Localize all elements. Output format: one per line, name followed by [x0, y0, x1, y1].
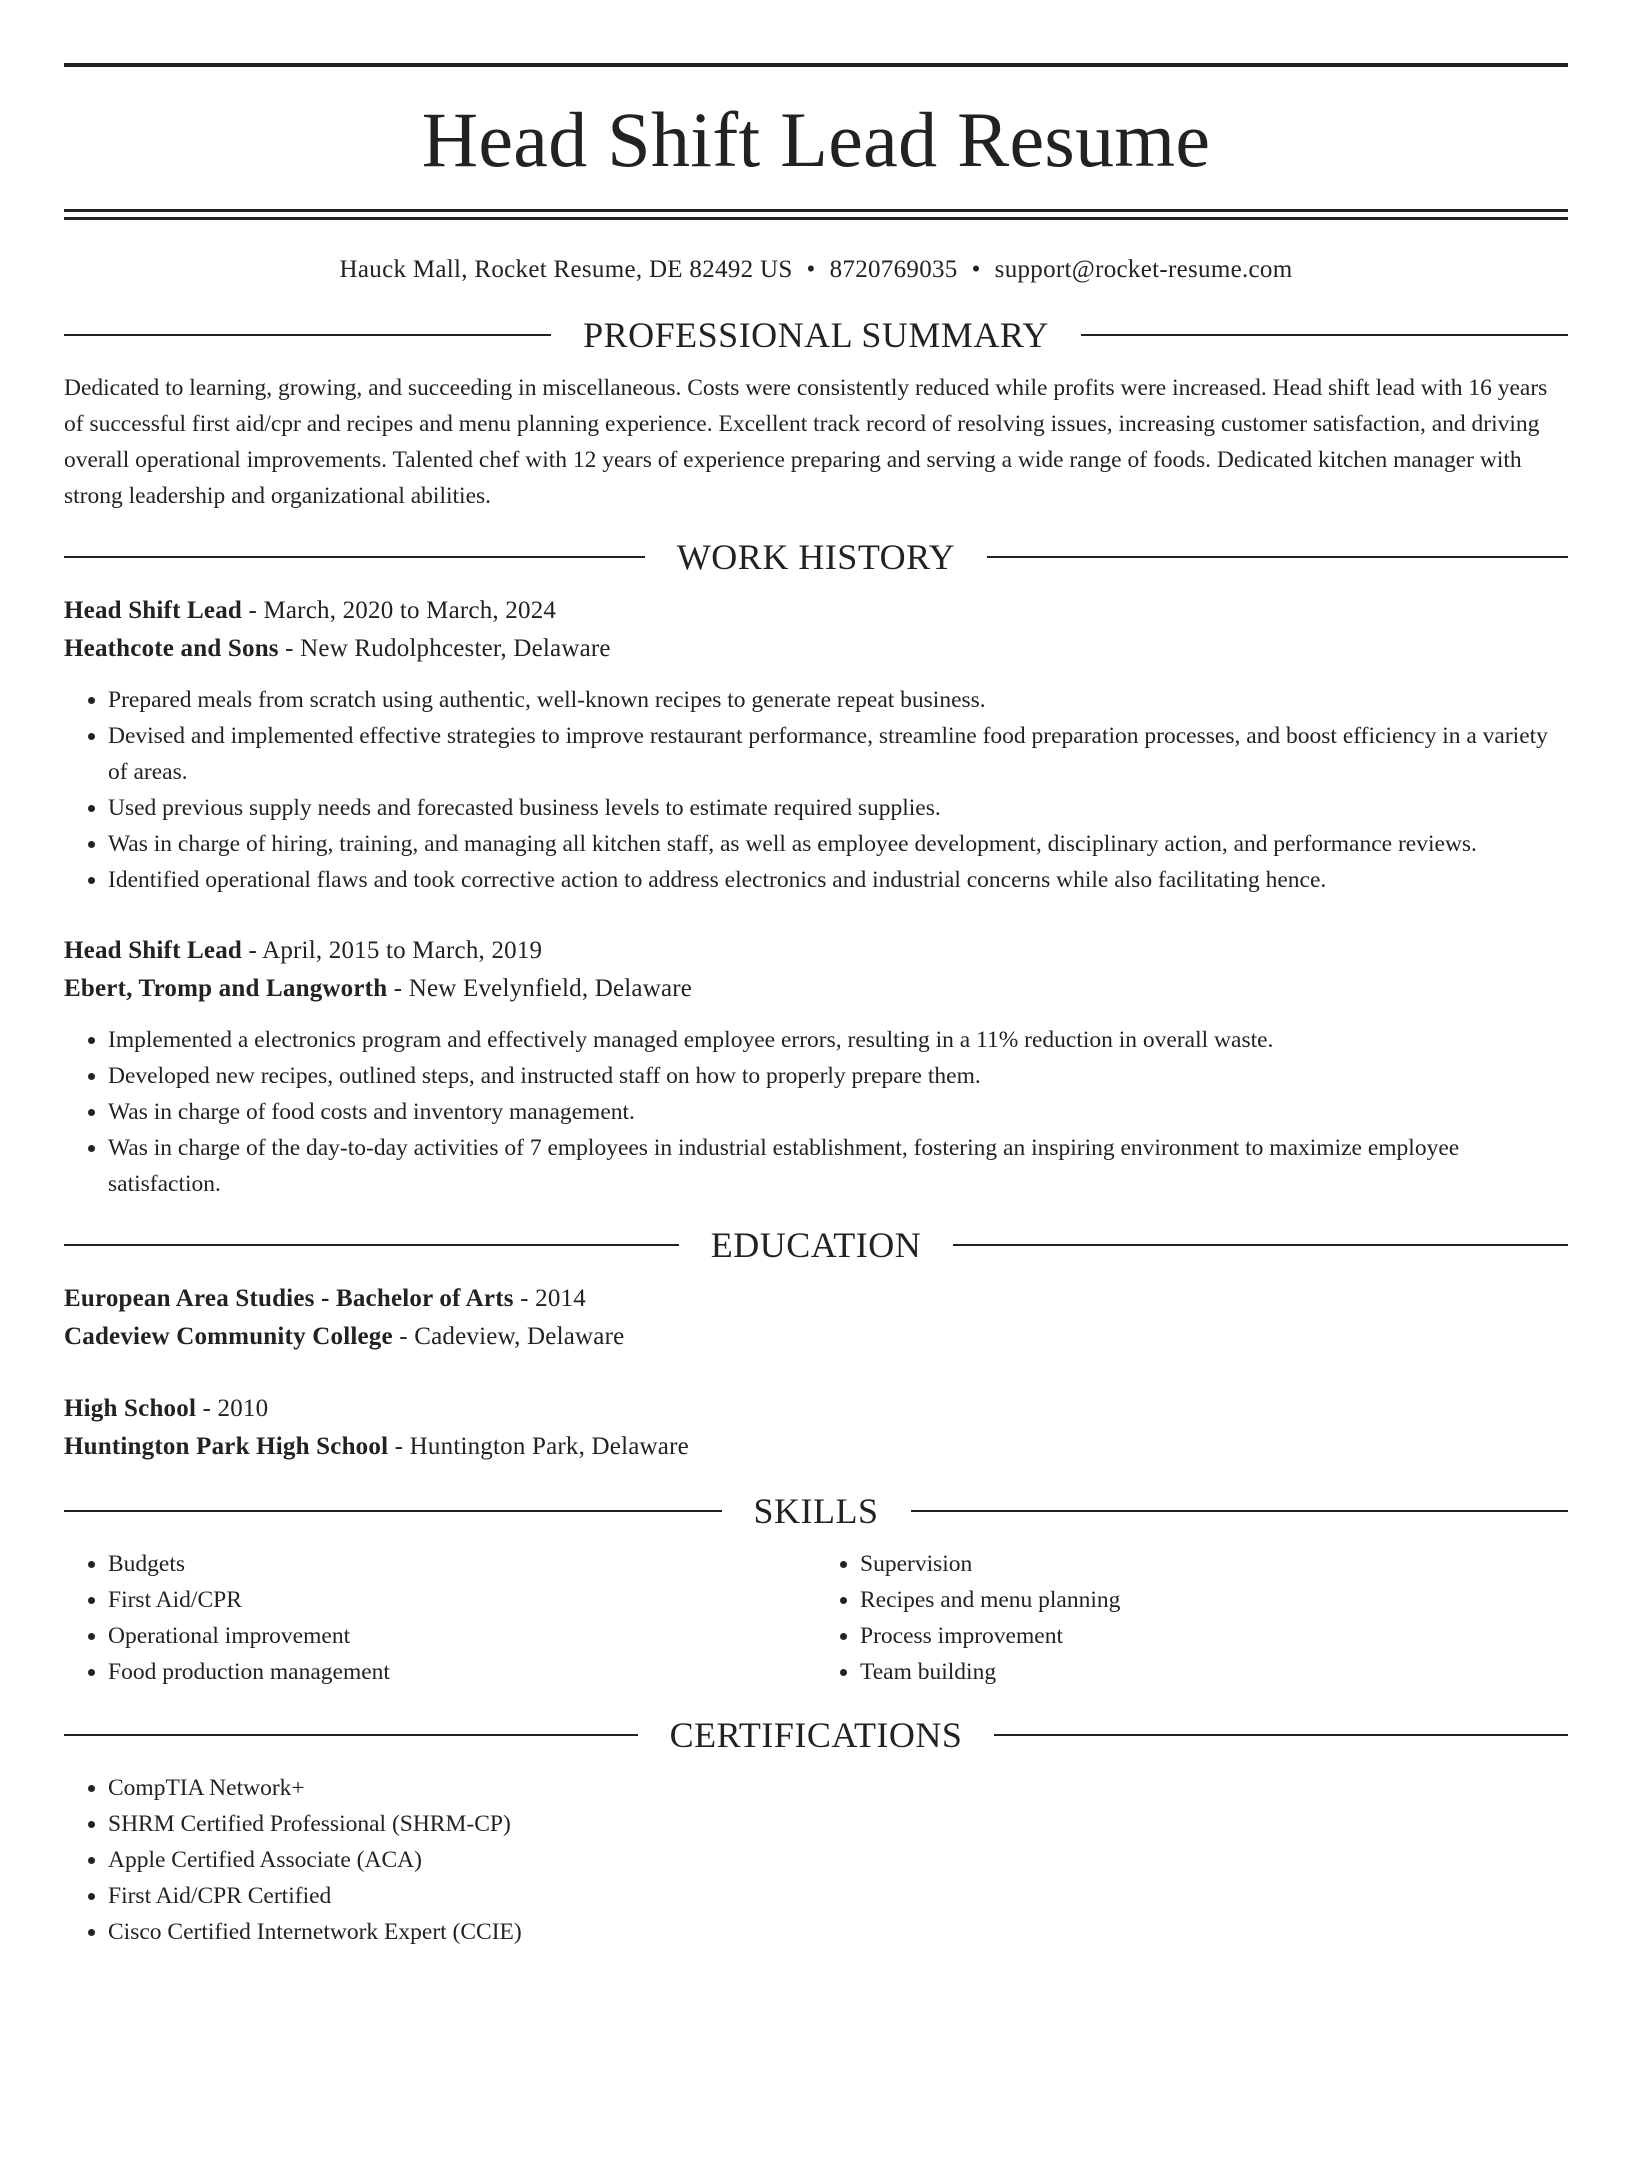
job-company-line	[64, 630, 1568, 668]
heading-rule	[64, 334, 551, 336]
school-location: - Cadeview, Delaware	[392, 1323, 625, 1350]
job-title-line	[64, 592, 1568, 630]
certifications-block	[64, 1770, 1568, 1950]
job-location: - New Evelynfield, Delaware	[387, 975, 693, 1002]
section-heading-education	[64, 1224, 1568, 1266]
job-title-line	[64, 932, 1568, 970]
list-item: • Was in charge of the day-to-day activities of 7 employees in industrial establishment, fostering an inspiring environment to maximize employee satisfaction.	[108, 1130, 1568, 1202]
job-title: Head Shift Lead	[64, 937, 243, 964]
education-entry	[64, 1280, 1568, 1356]
job-company-line	[64, 970, 1568, 1008]
section-title: CERTIFICATIONS	[669, 1715, 963, 1755]
job-bullets	[64, 682, 1568, 898]
resume-page	[0, 63, 1632, 2175]
skills-list-right	[816, 1546, 1568, 1690]
section-heading-summary	[64, 314, 1568, 356]
job-location: - New Rudolphcester, Delaware	[278, 635, 611, 662]
list-item: • SHRM Certified Professional (SHRM-CP)	[108, 1806, 1568, 1842]
degree-line	[64, 1280, 1568, 1318]
list-item: • Apple Certified Associate (ACA)	[108, 1842, 1568, 1878]
list-item: • Recipes and menu planning	[860, 1582, 1568, 1618]
list-item: • Identified operational flaws and took corrective action to address electronics and industrial concerns while also facilitating hence.	[108, 862, 1568, 898]
contact-separator: •	[971, 256, 981, 283]
list-item: • Was in charge of hiring, training, and managing all kitchen staff, as well as employee development, disciplinary action, and performance reviews.	[108, 826, 1568, 862]
resume-title: Head Shift Lead Resume	[421, 96, 1211, 183]
skills-columns	[64, 1546, 1568, 1690]
heading-rule	[64, 1734, 638, 1736]
list-item: • Budgets	[108, 1546, 816, 1582]
summary-text: Dedicated to learning, growing, and succeeding in miscellaneous. Costs were consistently reduced while profits were increased. Head shift lead with 16 years of successful first aid/cpr and recipes and menu planning experience. Excellent track record of resolving issues, increasing customer satisfaction, and driving overall operational improvements. Talented chef with 12 years of experience preparing and serving a wide range of foods. Dedicated kitchen manager with strong leadership and organizational abilities.	[64, 375, 1548, 509]
job-company: Ebert, Tromp and Langworth	[64, 975, 388, 1002]
job-dates: - March, 2020 to March, 2024	[242, 597, 557, 624]
job-entry	[64, 932, 1568, 1202]
section-title: SKILLS	[753, 1491, 879, 1531]
job-title: Head Shift Lead	[64, 597, 243, 624]
section-title: EDUCATION	[710, 1225, 922, 1265]
heading-rule	[1081, 334, 1568, 336]
contact-address: Hauck Mall, Rocket Resume, DE 82492 US	[339, 256, 793, 283]
education-entry	[64, 1390, 1568, 1466]
section-title: WORK HISTORY	[676, 537, 956, 577]
contact-phone: 8720769035	[829, 256, 958, 283]
section-heading-certifications	[64, 1714, 1568, 1756]
heading-rule	[994, 1734, 1568, 1736]
degree-year: - 2010	[196, 1395, 269, 1422]
list-item: • First Aid/CPR	[108, 1582, 816, 1618]
list-item: • Developed new recipes, outlined steps, and instructed staff on how to properly prepare them.	[108, 1058, 1568, 1094]
list-item: • Team building	[860, 1654, 1568, 1690]
section-title: PROFESSIONAL SUMMARY	[583, 315, 1049, 355]
job-bullets	[64, 1022, 1568, 1202]
title-double-rule	[64, 209, 1568, 220]
certifications-list	[64, 1770, 1568, 1950]
school-location: - Huntington Park, Delaware	[388, 1433, 689, 1460]
list-item: • Operational improvement	[108, 1618, 816, 1654]
list-item: • Process improvement	[860, 1618, 1568, 1654]
degree: European Area Studies - Bachelor of Arts	[64, 1285, 514, 1312]
school: Huntington Park High School	[64, 1433, 389, 1460]
list-item: • Food production management	[108, 1654, 816, 1690]
list-item: • Used previous supply needs and forecasted business levels to estimate required supplies.	[108, 790, 1568, 826]
job-entry	[64, 592, 1568, 898]
heading-rule	[64, 556, 645, 558]
school-line	[64, 1428, 1568, 1466]
list-item: • Cisco Certified Internetwork Expert (CCIE)	[108, 1914, 1568, 1950]
list-item: • Prepared meals from scratch using authentic, well-known recipes to generate repeat business.	[108, 682, 1568, 718]
job-company: Heathcote and Sons	[64, 635, 279, 662]
heading-rule	[987, 556, 1568, 558]
degree-line	[64, 1390, 1568, 1428]
heading-rule	[64, 1244, 679, 1246]
list-item: • Implemented a electronics program and effectively managed employee errors, resulting in a 11% reduction in overall waste.	[108, 1022, 1568, 1058]
job-dates: - April, 2015 to March, 2019	[242, 937, 543, 964]
contact-separator: •	[806, 256, 816, 283]
heading-rule	[953, 1244, 1568, 1246]
heading-rule	[911, 1510, 1569, 1512]
list-item: • Devised and implemented effective strategies to improve restaurant performance, streamline food preparation processes, and boost efficiency in a variety of areas.	[108, 718, 1568, 790]
contact-email: support@rocket-resume.com	[994, 256, 1293, 283]
list-item: • First Aid/CPR Certified	[108, 1878, 1568, 1914]
skills-list-left	[64, 1546, 816, 1690]
degree-year: - 2014	[513, 1285, 586, 1312]
heading-rule	[64, 1510, 722, 1512]
list-item: • Was in charge of food costs and inventory management.	[108, 1094, 1568, 1130]
list-item: • CompTIA Network+	[108, 1770, 1568, 1806]
section-heading-skills	[64, 1490, 1568, 1532]
school: Cadeview Community College	[64, 1323, 393, 1350]
school-line	[64, 1318, 1568, 1356]
degree: High School	[64, 1395, 197, 1422]
contact-line	[64, 256, 1568, 284]
list-item: • Supervision	[860, 1546, 1568, 1582]
section-heading-work-history	[64, 536, 1568, 578]
